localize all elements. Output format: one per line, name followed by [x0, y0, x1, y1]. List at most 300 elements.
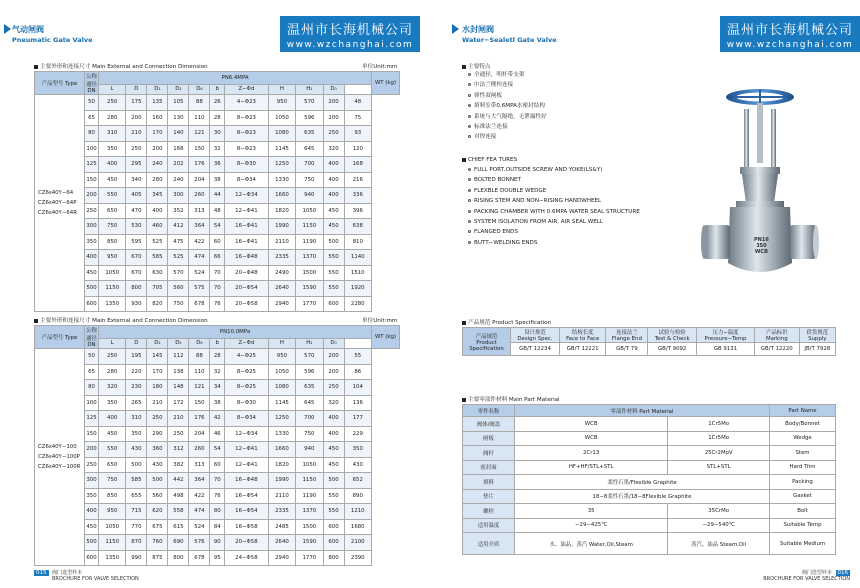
- table-cell: 474: [189, 250, 210, 266]
- table-cell: 550: [323, 488, 344, 504]
- table-cell: 1080: [268, 126, 295, 142]
- table-cell: 121: [189, 380, 210, 396]
- table-cell: 655: [126, 488, 147, 504]
- spec-header-text: 产品规范: [475, 333, 498, 340]
- table-cell: 70: [210, 281, 225, 297]
- table-cell: 1210: [344, 504, 371, 520]
- table-cell: 524: [189, 265, 210, 281]
- table-cell: 600: [323, 519, 344, 535]
- table-cell: 450: [323, 203, 344, 219]
- table-cell: 820: [147, 296, 168, 312]
- title-cn: 水封闸阀: [462, 25, 494, 34]
- feature-item: [468, 238, 640, 248]
- square-icon: [34, 65, 38, 69]
- part-name-cn: 适用介质: [463, 533, 515, 555]
- left-header: [0, 10, 430, 50]
- table-cell: 800: [168, 550, 189, 566]
- table-cell: 160: [147, 110, 168, 126]
- feature-text: RISING STEM AND NON−RISING HANDWHEEL: [474, 198, 602, 205]
- table-cell: 50: [85, 95, 99, 111]
- table-cell: 50: [85, 349, 99, 365]
- table-cell: 16−Φ58: [225, 519, 269, 535]
- table-row: [35, 550, 400, 566]
- col-header: D₆: [189, 84, 210, 94]
- table-cell: 1050: [296, 203, 323, 219]
- type-label: CZ6s40Y−100P: [38, 454, 80, 460]
- table-row: [463, 446, 836, 461]
- table-cell: 850: [99, 488, 126, 504]
- table-row: [35, 395, 400, 411]
- table-cell: 750: [168, 296, 189, 312]
- table-cell: 177: [344, 411, 371, 427]
- col-wt: WT (kg): [372, 326, 400, 349]
- table-cell: 8−Φ30: [225, 395, 269, 411]
- table-cell: 364: [189, 219, 210, 235]
- table-cell: 650: [99, 203, 126, 219]
- table-cell: 1050: [268, 110, 295, 126]
- table-cell: 260: [189, 442, 210, 458]
- table-cell: 560: [147, 488, 168, 504]
- feature-item: [468, 70, 547, 80]
- table-cell: 200: [323, 364, 344, 380]
- table-cell: 200: [323, 110, 344, 126]
- table-cell: 210: [168, 411, 189, 427]
- table-cell: 240: [147, 157, 168, 173]
- table-cell: 135: [147, 95, 168, 111]
- table-cell: 100: [85, 141, 99, 157]
- table-cell: 550: [99, 188, 126, 204]
- table-cell: 200: [126, 110, 147, 126]
- table-cell: 104: [344, 380, 371, 396]
- spec-header: [755, 328, 800, 343]
- feature-item: [468, 80, 547, 90]
- table-cell: 8−Φ34: [225, 172, 269, 188]
- table-cell: 700: [296, 411, 323, 427]
- table-cell: 202: [168, 157, 189, 173]
- table-cell: 76: [210, 488, 225, 504]
- table-cell: 1370: [296, 250, 323, 266]
- table-cell: 550: [323, 281, 344, 297]
- col-header: L: [99, 84, 126, 94]
- bullet-icon: [468, 94, 471, 97]
- table-cell: 2280: [344, 296, 371, 312]
- material-cell: 25Cr2MoV: [668, 446, 770, 461]
- table-cell: 430: [344, 457, 371, 473]
- table-cell: 705: [147, 281, 168, 297]
- table-cell: 400: [99, 411, 126, 427]
- table-row: [35, 110, 400, 126]
- table-row: [35, 364, 400, 380]
- part-name-cn: 螺栓: [463, 504, 515, 519]
- bullet-icon: [468, 104, 471, 107]
- table-cell: 70: [210, 265, 225, 281]
- table-cell: 596: [296, 110, 323, 126]
- table-cell: 498: [168, 488, 189, 504]
- table-cell: 150: [189, 141, 210, 157]
- type-label: CZ6s40Y−100: [38, 444, 77, 450]
- table-cell: 2110: [268, 488, 295, 504]
- table-cell: 700: [296, 157, 323, 173]
- table-cell: 870: [126, 535, 147, 551]
- brand-url: www.wzchanghai.com: [286, 40, 414, 50]
- table-cell: 1500: [296, 265, 323, 281]
- table-cell: 450: [99, 172, 126, 188]
- table-cell: 530: [126, 219, 147, 235]
- table-cell: 125: [85, 411, 99, 427]
- table-cell: 350: [99, 395, 126, 411]
- table-cell: 750: [296, 426, 323, 442]
- part-name-en: Stem: [770, 446, 836, 461]
- table-cell: 350: [126, 426, 147, 442]
- table-cell: 352: [168, 203, 189, 219]
- table-cell: 32: [210, 364, 225, 380]
- col-type: 产品型号 Type: [35, 326, 85, 349]
- table-cell: 650: [99, 457, 126, 473]
- table-row: [35, 188, 400, 204]
- table-cell: 1820: [268, 457, 295, 473]
- part-name-cn: 密封面: [463, 460, 515, 475]
- table-cell: 4−Φ25: [225, 349, 269, 365]
- table-cell: 16−Φ41: [225, 219, 269, 235]
- table-cell: 280: [99, 110, 126, 126]
- table-cell: 230: [126, 380, 147, 396]
- table-cell: 1920: [344, 281, 371, 297]
- section-heading: 主要外形和连接尺寸 Main External and Connection Dimension: [34, 62, 208, 70]
- table-cell: 310: [99, 126, 126, 142]
- table-cell: 525: [147, 234, 168, 250]
- table-cell: 138: [168, 364, 189, 380]
- table-cell: 70: [210, 473, 225, 489]
- table-cell: 280: [99, 364, 126, 380]
- feature-item: [468, 91, 547, 101]
- col-dn: 公称通径 DN: [85, 72, 99, 95]
- spec-value: GB/T 12234: [511, 343, 560, 356]
- table-cell: 405: [126, 188, 147, 204]
- table-cell: 170: [147, 126, 168, 142]
- table-row: [35, 219, 400, 235]
- spec-header-text: Pressure−Temp: [704, 336, 747, 342]
- brand-cn: 温州市长海机械公司: [726, 23, 853, 38]
- spec-header-text: 产品标识: [766, 330, 788, 336]
- table-cell: 558: [168, 504, 189, 520]
- table-cell: 195: [126, 349, 147, 365]
- table-cell: 300: [85, 219, 99, 235]
- table-cell: 240: [168, 172, 189, 188]
- table-row: [35, 95, 400, 111]
- table-cell: 475: [168, 234, 189, 250]
- part-name-cn: 适用温度: [463, 518, 515, 533]
- table-cell: 524: [189, 519, 210, 535]
- table-cell: 250: [85, 457, 99, 473]
- table-row: [35, 457, 400, 473]
- part-name-cn: 填料: [463, 475, 515, 490]
- table-cell: 1140: [344, 250, 371, 266]
- table-cell: 500: [126, 457, 147, 473]
- spec-header-text: Supply: [808, 336, 827, 342]
- table-cell: 1330: [268, 172, 295, 188]
- table-cell: 1590: [296, 281, 323, 297]
- col-header: D₀: [323, 338, 344, 348]
- features-en: [468, 165, 640, 248]
- table-cell: 32: [210, 141, 225, 157]
- table-cell: 121: [189, 126, 210, 142]
- table-cell: 1250: [268, 157, 295, 173]
- feature-text: PACKING CHAMBER WITH 0.6MPA WATER SEAL STRUCTURE: [474, 208, 640, 215]
- table-cell: 66: [210, 250, 225, 266]
- table-cell: 8−Φ25: [225, 364, 269, 380]
- table-cell: 20−Φ58: [225, 296, 269, 312]
- spec-header: [696, 328, 754, 343]
- table-cell: 635: [296, 126, 323, 142]
- table-cell: 400: [323, 172, 344, 188]
- material-cell: 2Cr13: [515, 446, 668, 461]
- table-cell: 1660: [268, 442, 295, 458]
- table-row: [35, 281, 400, 297]
- table-cell: 100: [85, 395, 99, 411]
- table-cell: 1350: [99, 550, 126, 566]
- table-cell: 313: [189, 457, 210, 473]
- table-cell: 140: [168, 126, 189, 142]
- col-header: b: [210, 84, 225, 94]
- table-cell: 2940: [268, 550, 295, 566]
- table-cell: 400: [85, 504, 99, 520]
- table-cell: 600: [323, 296, 344, 312]
- part-name-cn: 阀体/阀盖: [463, 417, 515, 432]
- table-cell: 875: [147, 550, 168, 566]
- table-cell: 112: [168, 349, 189, 365]
- feature-item: [468, 217, 640, 227]
- table-cell: 1080: [268, 380, 295, 396]
- table-cell: 12−Φ41: [225, 442, 269, 458]
- part-name-en: Suitable Temp: [770, 518, 836, 533]
- table-cell: 12−Φ41: [225, 203, 269, 219]
- spec-header: [560, 328, 606, 343]
- table-cell: 2640: [268, 281, 295, 297]
- material-cell: WCB: [515, 431, 668, 446]
- table-cell: 204: [189, 426, 210, 442]
- bullet-icon: [468, 220, 471, 223]
- table-cell: 220: [126, 364, 147, 380]
- col-header: D₁: [147, 84, 168, 94]
- table-cell: 1820: [268, 203, 295, 219]
- table-cell: 88: [189, 95, 210, 111]
- table-cell: 760: [147, 535, 168, 551]
- table-cell: 940: [296, 188, 323, 204]
- table-cell: 20−Φ54: [225, 281, 269, 297]
- part-name-en: Bolt: [770, 504, 836, 519]
- feature-item: [468, 186, 640, 196]
- material-cell: 35: [515, 504, 668, 519]
- table-cell: 300: [85, 473, 99, 489]
- table-cell: 150: [189, 395, 210, 411]
- bullet-icon: [468, 189, 471, 192]
- table-cell: 595: [126, 234, 147, 250]
- spec-table: [462, 327, 836, 356]
- table-cell: 54: [210, 219, 225, 235]
- table-cell: 216: [344, 172, 371, 188]
- feature-text: FLANGED ENDS: [474, 229, 519, 236]
- table-cell: 48: [210, 203, 225, 219]
- table-cell: 1050: [268, 364, 295, 380]
- table-cell: 265: [126, 395, 147, 411]
- table-cell: 615: [168, 519, 189, 535]
- table-cell: 84: [210, 519, 225, 535]
- table-cell: 400: [147, 203, 168, 219]
- table-cell: 550: [323, 265, 344, 281]
- table-row: [463, 533, 836, 555]
- table-cell: 500: [323, 234, 344, 250]
- table-cell: 16−Φ54: [225, 488, 269, 504]
- table-cell: 474: [189, 504, 210, 520]
- col-header: D₂: [168, 338, 189, 348]
- table-cell: 93: [344, 126, 371, 142]
- material-cell: WCB: [515, 417, 668, 432]
- table-cell: 290: [147, 426, 168, 442]
- table-cell: 250: [147, 411, 168, 427]
- table-cell: 620: [147, 504, 168, 520]
- table-cell: 1150: [296, 473, 323, 489]
- table-cell: 570: [296, 349, 323, 365]
- table-cell: 130: [168, 110, 189, 126]
- table-cell: 675: [147, 519, 168, 535]
- table-cell: 48: [344, 95, 371, 111]
- table-row: [35, 157, 400, 173]
- table-cell: 336: [344, 188, 371, 204]
- material-cell: 35CrMo: [668, 504, 770, 519]
- material-cell: 1Cr5Mo: [668, 417, 770, 432]
- table-cell: 65: [85, 110, 99, 126]
- bullet-icon: [468, 83, 471, 86]
- table-cell: 44: [210, 188, 225, 204]
- table-row: [35, 250, 400, 266]
- table-cell: 1145: [268, 141, 295, 157]
- material-cell: 1Cr5Mo: [668, 431, 770, 446]
- feature-text: 系统与大气隔绝，无泄漏性好: [474, 113, 547, 120]
- table-cell: 560: [168, 281, 189, 297]
- table-cell: 4−Φ23: [225, 95, 269, 111]
- table-cell: 16−Φ54: [225, 504, 269, 520]
- table-cell: 576: [189, 535, 210, 551]
- table-cell: 1350: [99, 296, 126, 312]
- table-cell: 678: [189, 296, 210, 312]
- table-cell: 950: [268, 95, 295, 111]
- table-cell: 400: [99, 157, 126, 173]
- col-wt: WT (kg): [372, 72, 400, 95]
- col-header: D₀: [323, 84, 344, 94]
- table-cell: 2390: [344, 550, 371, 566]
- table-cell: 585: [147, 250, 168, 266]
- table-cell: 8−Φ23: [225, 141, 269, 157]
- table-cell: 42: [210, 411, 225, 427]
- table-cell: 400: [323, 426, 344, 442]
- table-cell: 38: [210, 395, 225, 411]
- table-cell: 422: [189, 488, 210, 504]
- unit-label: 单位Unit:mm: [362, 64, 398, 70]
- table-cell: 46: [210, 426, 225, 442]
- table-row: [35, 380, 400, 396]
- table-cell: 12−Φ34: [225, 426, 269, 442]
- table-cell: 1680: [344, 519, 371, 535]
- table-cell: 950: [99, 504, 126, 520]
- table-cell: 450: [85, 519, 99, 535]
- bullet-icon: [468, 125, 471, 128]
- table-row: [35, 519, 400, 535]
- table-cell: 60: [210, 234, 225, 250]
- table-cell: 750: [99, 219, 126, 235]
- col-header: L: [99, 338, 126, 348]
- table-cell: 148: [168, 380, 189, 396]
- type-label: CZ6s40Y−64: [38, 190, 74, 196]
- table-cell: 180: [147, 380, 168, 396]
- bullet-icon: [468, 168, 471, 171]
- table-cell: 2335: [268, 250, 295, 266]
- table-cell: 364: [189, 473, 210, 489]
- table-cell: 400: [323, 411, 344, 427]
- right-header: [430, 10, 860, 50]
- title-en: Pneumatic Gate Valve: [12, 36, 93, 44]
- table-cell: 320: [99, 380, 126, 396]
- page-number: 015: [36, 570, 47, 576]
- table-cell: 810: [344, 234, 371, 250]
- col-header: D: [126, 84, 147, 94]
- table-row: [35, 426, 400, 442]
- col-header: D: [126, 338, 147, 348]
- table-cell: 570: [296, 95, 323, 111]
- table-cell: 1150: [99, 281, 126, 297]
- table-cell: 120: [344, 141, 371, 157]
- table-cell: 652: [344, 473, 371, 489]
- table-cell: 38: [210, 172, 225, 188]
- table-cell: 2485: [268, 519, 295, 535]
- table-cell: 1770: [296, 550, 323, 566]
- table-cell: 600: [323, 535, 344, 551]
- col-type: 产品型号 Type: [35, 72, 85, 95]
- feature-item: [468, 132, 547, 142]
- brand-box: [720, 16, 860, 52]
- right-footer: 阀门选型样本 016 BROCHURE FOR VALVE SELECTION: [763, 570, 850, 582]
- table-cell: 8−Φ23: [225, 126, 269, 142]
- table-cell: 313: [189, 203, 210, 219]
- table-cell: 28: [210, 349, 225, 365]
- part-name-cn: 闸板: [463, 431, 515, 446]
- table-cell: 110: [189, 364, 210, 380]
- col-dn: 公称通径 DN: [85, 326, 99, 349]
- spec-value: GB 9131: [696, 343, 754, 356]
- table-cell: 88: [189, 349, 210, 365]
- table-cell: 36: [210, 157, 225, 173]
- table-row: [463, 504, 836, 519]
- brand-url: www.wzchanghai.com: [726, 40, 854, 50]
- table-cell: 172: [168, 395, 189, 411]
- table-cell: 1150: [296, 219, 323, 235]
- spec-header: [511, 328, 560, 343]
- table-cell: 280: [147, 172, 168, 188]
- feature-item: [468, 175, 640, 185]
- table-cell: 320: [323, 395, 344, 411]
- brand-box: [280, 16, 420, 52]
- table-cell: 200: [323, 349, 344, 365]
- feature-item: [468, 227, 640, 237]
- table-cell: 950: [99, 250, 126, 266]
- table-row: [463, 431, 836, 446]
- table-row: [35, 535, 400, 551]
- table-cell: 175: [126, 95, 147, 111]
- table-cell: 20−Φ58: [225, 535, 269, 551]
- table-cell: 575: [189, 281, 210, 297]
- table-cell: 55: [344, 349, 371, 365]
- title-cn: 气动闸阀: [12, 25, 44, 34]
- table-cell: 312: [168, 442, 189, 458]
